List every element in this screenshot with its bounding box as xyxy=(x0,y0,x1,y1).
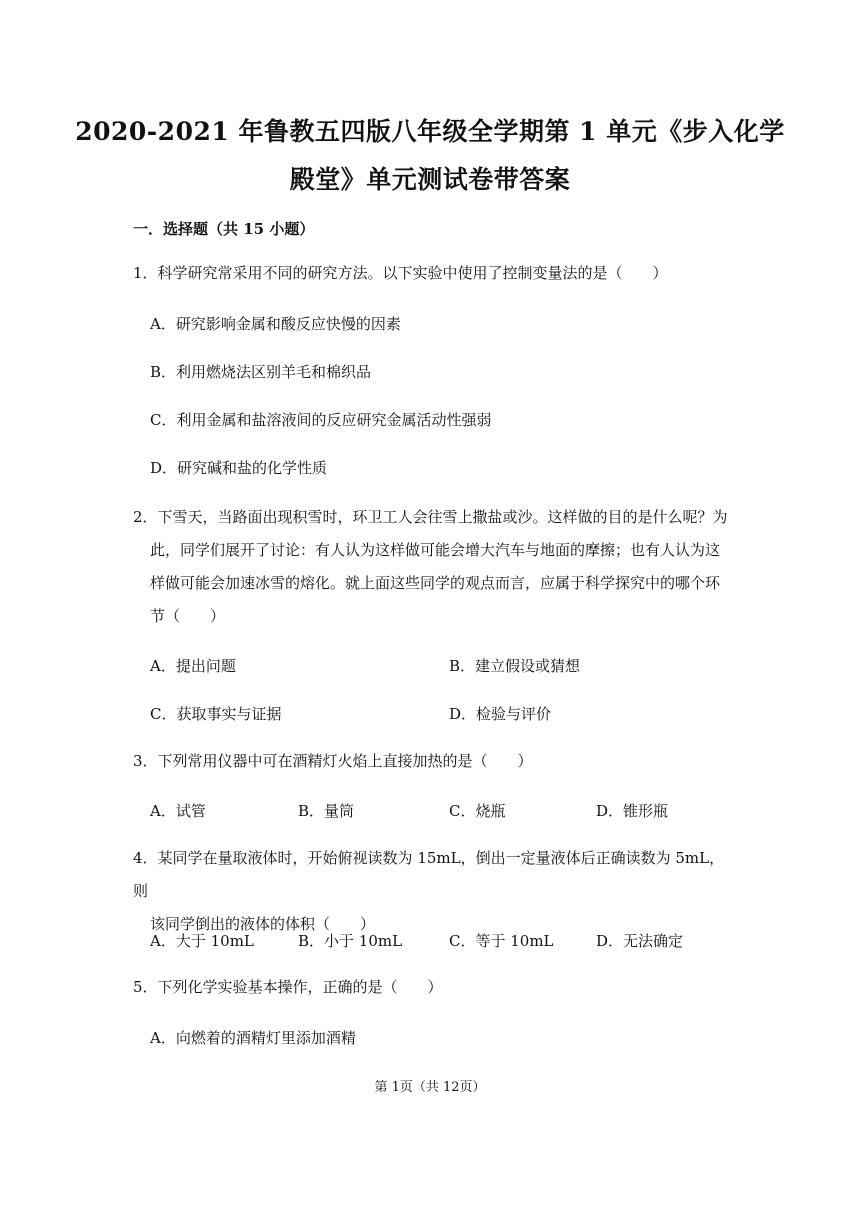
question-1-option-c: C．利用金属和盐溶液间的反应研究金属活动性强弱 xyxy=(150,411,492,429)
question-1-option-a: A．研究影响金属和酸反应快慢的因素 xyxy=(150,315,401,333)
question-2-option-c: C．获取事实与证据 xyxy=(150,705,282,723)
question-2-stem-line-3: 样做可能会加速冰雪的熔化。就上面这些同学的观点而言，应属于科学探究中的哪个环 xyxy=(150,574,721,592)
document-title-line-2: 殿堂》单元测试卷带答案 xyxy=(289,165,571,194)
question-3-option-d: D．锥形瓶 xyxy=(596,802,669,820)
question-4-stem-line-1: 4．某同学在量取液体时，开始俯视读数为 15mL，倒出一定量液体后正确读数为 5mL，则 xyxy=(133,849,725,900)
question-3-option-a: A．试管 xyxy=(150,802,206,820)
question-3-stem: 3．下列常用仪器中可在酒精灯火焰上直接加热的是（ ） xyxy=(133,752,533,770)
question-4-stem xyxy=(133,842,733,941)
question-4-option-d: D．无法确定 xyxy=(596,932,684,950)
question-1-option-d: D．研究碱和盐的化学性质 xyxy=(150,459,328,477)
question-5-option-a: A．向燃着的酒精灯里添加酒精 xyxy=(150,1029,356,1047)
question-2-option-a: A．提出问题 xyxy=(150,657,236,675)
question-3-option-c: C．烧瓶 xyxy=(449,802,506,820)
question-2-stem-line-1: 2．下雪天，当路面出现积雪时，环卫工人会往雪上撒盐或沙。这样做的目的是什么呢？为 xyxy=(133,508,728,526)
question-2-option-b: B．建立假设或猜想 xyxy=(449,657,581,675)
question-2-stem-line-4: 节（ ） xyxy=(150,607,226,625)
question-3-option-b: B．量筒 xyxy=(298,802,355,820)
question-1-stem: 1．科学研究常采用不同的研究方法。以下实验中使用了控制变量法的是（ ） xyxy=(133,264,668,282)
question-5-stem: 5．下列化学实验基本操作，正确的是（ ） xyxy=(133,978,443,996)
page-footer: 第 1页（共 12页） xyxy=(374,1080,486,1095)
question-2-stem xyxy=(133,501,733,633)
question-4-option-b: B．小于 10mL xyxy=(298,932,403,950)
section-heading: 一．选择题（共 15 小题） xyxy=(133,220,315,238)
question-1-option-b: B．利用燃烧法区别羊毛和棉织品 xyxy=(150,363,372,381)
question-4-option-c: C．等于 10mL xyxy=(449,932,554,950)
question-4-stem-line-2: 该同学倒出的液体的体积（ ） xyxy=(150,915,376,933)
question-4-option-a: A．大于 10mL xyxy=(150,932,254,950)
document-title-line-1: 2020-2021 年鲁教五四版八年级全学期第 1 单元《步入化学 xyxy=(75,117,785,146)
question-2-stem-line-2: 此，同学们展开了讨论：有人认为这样做可能会增大汽车与地面的摩擦；也有人认为这 xyxy=(150,541,721,559)
question-2-option-d: D．检验与评价 xyxy=(449,705,552,723)
